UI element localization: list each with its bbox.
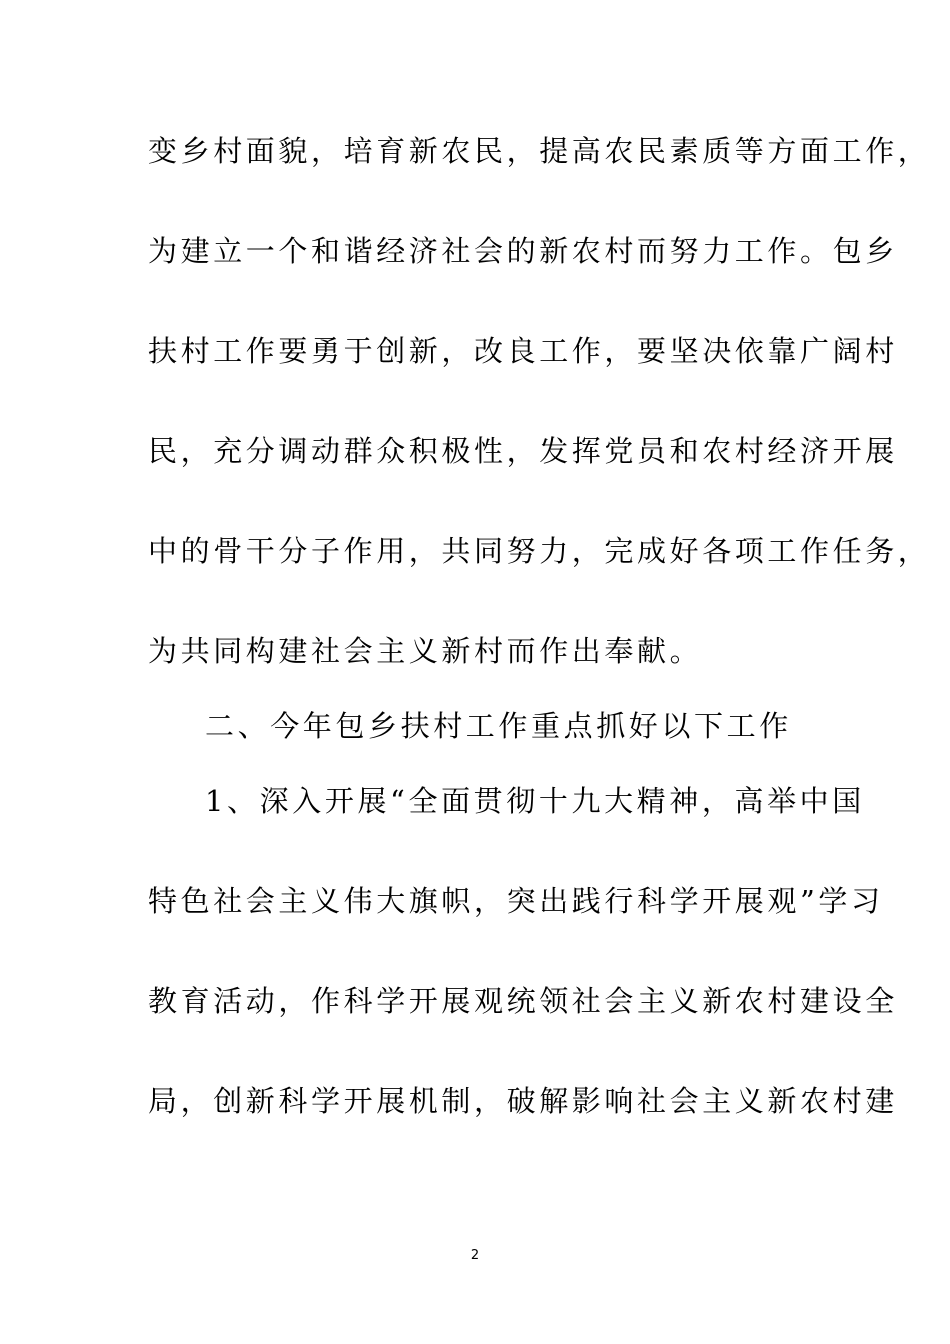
text-line: 变乡村面貌，培育新农民，提高农民素质等方面工作， — [148, 134, 931, 168]
text-line: 中的骨干分子作用，共同努力，完成好各项工作任务， — [148, 534, 931, 568]
section-heading: 二、今年包乡扶村工作重点抓好以下工作 — [205, 709, 792, 743]
page-number: 2 — [470, 1248, 480, 1263]
text-line: 为建立一个和谐经济社会的新农村而努力工作。包乡 — [148, 234, 898, 268]
text-line: 特色社会主义伟大旗帜，突出践行科学开展观”学习 — [148, 884, 884, 918]
text-line: 民，充分调动群众积极性，发挥党员和农村经济开展 — [148, 434, 898, 468]
text-line: 为共同构建社会主义新村而作出奉献。 — [148, 634, 703, 668]
text-line: 1、深入开展“全面贯彻十九大精神，高举中国 — [205, 784, 865, 818]
text-line: 扶村工作要勇于创新，改良工作，要坚决依靠广阔村 — [148, 334, 898, 368]
text-line: 教育活动，作科学开展观统领社会主义新农村建设全 — [148, 984, 898, 1018]
text-line: 局，创新科学开展机制，破解影响社会主义新农村建 — [148, 1084, 898, 1118]
